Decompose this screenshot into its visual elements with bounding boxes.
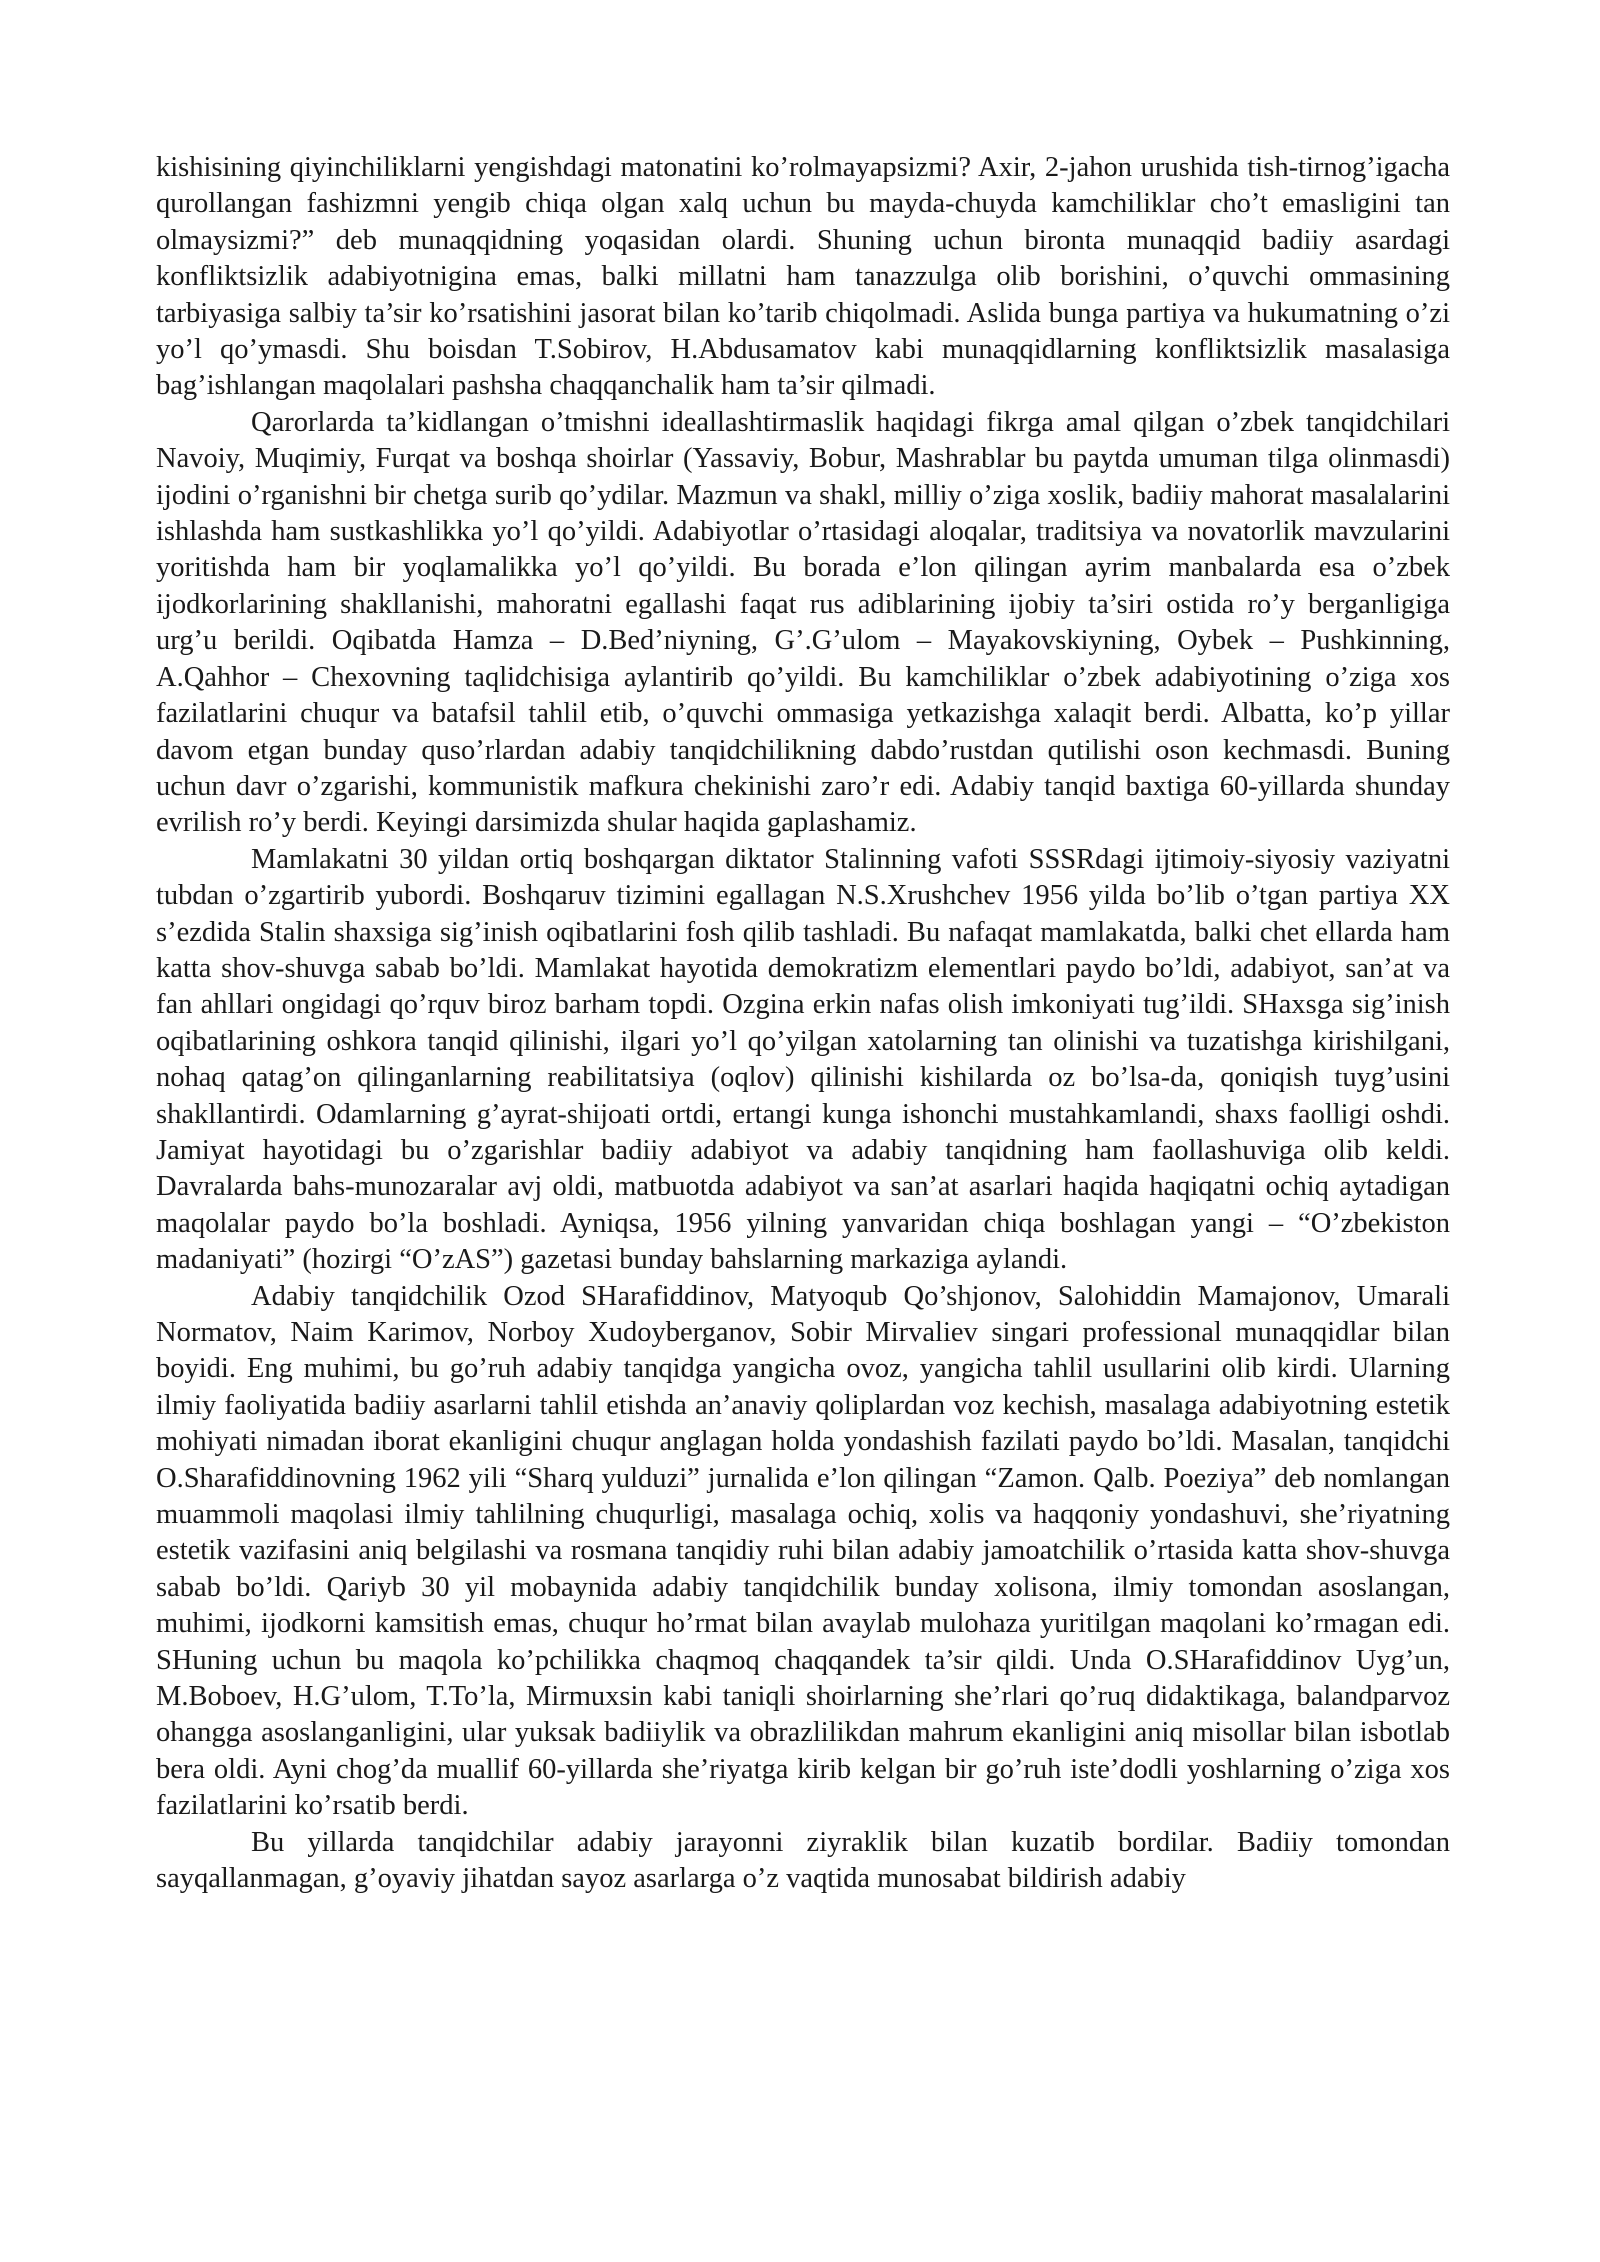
paragraph: Mamlakatni 30 yildan ortiq boshqargan diktator Stalinning vafoti SSSRdagi ijtimoiy-siyosiy vaziyatni tubdan o’zgartirib yubordi. Boshqaruv tizimini egallagan N.S.Xrushchev 1956 yilda bo’lib o’tgan partiya XX s’ezdida Stalin shaxsiga sig’inish oqibatlarini fosh qilib tashladi. Bu nafaqat mamlakatda, balki chet ellarda ham katta shov-shuvga sabab bo’ldi. Mamlakat hayotida demokratizm elementlari paydo bo’ldi, adabiyot, san’at va fan ahllari ongidagi qo’rquv biroz barham topdi. Ozgina erkin nafas olish imkoniyati tug’ildi. SHaxsga sig’inish oqibatlarining oshkora tanqid qilinishi, ilgari yo’l qo’yilgan xatolarning tan olinishi va tuzatishga kirishilgani, nohaq qatag’on qilinganlarning reabilitatsiya (oqlov) qilinishi kishilarda oz bo’lsa-da, qoniqish tuyg’usini shakllantirdi. Odamlarning g’ayrat-shijoati ortdi, ertangi kunga ishonchi mustahkamlandi, shaxs faolligi oshdi. Jamiyat hayotidagi bu o’zgarishlar badiiy adabiyot va adabiy tanqidning ham faollashuviga olib keldi. Davralarda bahs-munozaralar avj oldi, matbuotda adabiyot va san’at asarlari haqida haqiqatni ochiq aytadigan maqolalar paydo bo’la boshladi. Ayniqsa, 1956 yilning yanvaridan chiqa boshlagan yangi – “O’zbekiston madaniyati” (hozirgi “O’zAS”) gazetasi bunday bahslarning markaziga aylandi.: [156, 843, 1450, 1276]
document-page: [156, 150, 1450, 1898]
paragraph: Adabiy tanqidchilik Ozod SHarafiddinov, Matyoqub Qo’shjonov, Salohiddin Mamajonov, Umarali Normatov, Naim Karimov, Norboy Xudoyberganov, Sobir Mirvaliev singari professional munaqqidlar bilan boyidi. Eng muhimi, bu go’ruh adabiy tanqidga yangicha ovoz, yangicha tahlil usullarini olib kirdi. Ularning ilmiy faoliyatida badiiy asarlarni tahlil etishda an’anaviy qoliplardan voz kechish, masalaga adabiyotning estetik mohiyati nimadan iborat ekanligini chuqur anglagan holda yondashish fazilati paydo bo’ldi. Masalan, tanqidchi O.Sharafiddinovning 1962 yili “Sharq yulduzi” jurnalida e’lon qilingan “Zamon. Qalb. Poeziya” deb nomlangan muammoli maqolasi ilmiy tahlilning chuqurligi, masalaga ochiq, xolis va haqqoniy yondashuvi, she’riyatning estetik vazifasini aniq belgilashi va rosmana tanqidiy ruhi bilan adabiy jamoatchilik o’rtasida katta shov-shuvga sabab bo’ldi. Qariyb 30 yil mobaynida adabiy tanqidchilik bunday xolisona, ilmiy tomondan asoslangan, muhimi, ijodkorni kamsitish emas, chuqur ho’rmat bilan avaylab mulohaza yuritilgan maqolani ko’rmagan edi. SHuning uchun bu maqola ko’pchilikka chaqmoq chaqqandek ta’sir qildi. Unda O.SHarafiddinov Uyg’un, M.Boboev, H.G’ulom, T.To’la, Mirmuxsin kabi taniqli shoirlarning she’rlari qo’ruq didaktikaga, balandparvoz ohangga asoslanganligini, ular yuksak badiiylik va obrazlilikdan mahrum ekanligini aniq misollar bilan isbotlab bera oldi. Ayni chog’da muallif 60-yillarda she’riyatga kirib kelgan bir go’ruh iste’dodli yoshlarning o’ziga xos fazilatlarini ko’rsatib berdi.: [156, 1280, 1450, 1822]
paragraph-continued: kishisining qiyinchiliklarni yengishdagi matonatini ko’rolmayapsizmi? Axir, 2-jahon urushida tish-tirnog’igacha qurollangan fashizmni yengib chiqa olgan xalq uchun bu mayda-chuyda kamchiliklar cho’t emasligini tan olmaysizmi?” deb munaqqidning yoqasidan olardi. Shuning uchun bironta munaqqid badiiy asardagi konfliktsizlik adabiyotnigina emas, balki millatni ham tanazzulga olib borishini, o’quvchi ommasining tarbiyasiga salbiy ta’sir ko’rsatishini jasorat bilan ko’tarib chiqolmadi. Aslida bunga partiya va hukumatning o’zi yo’l qo’ymasdi. Shu boisdan T.Sobirov, H.Abdusamatov kabi munaqqidlarning konfliktsizlik masalasiga bag’ishlangan maqolalari pashsha chaqqanchalik ham ta’sir qilmadi.: [156, 152, 1450, 402]
paragraph: Bu yillarda tanqidchilar adabiy jarayonni ziyraklik bilan kuzatib bordilar. Badiiy tomondan sayqallanmagan, g’oyaviy jihatdan sayoz asarlarga o’z vaqtida munosabat bildirish adabiy: [156, 1826, 1450, 1895]
paragraph: Qarorlarda ta’kidlangan o’tmishni ideallashtirmaslik haqidagi fikrga amal qilgan o’zbek tanqidchilari Navoiy, Muqimiy, Furqat va boshqa shoirlar (Yassaviy, Bobur, Mashrablar bu paytda umuman tilga olinmasdi) ijodini o’rganishni bir chetga surib qo’ydilar. Mazmun va shakl, milliy o’ziga xoslik, badiiy mahorat masalalarini ishlashda ham sustkashlikka yo’l qo’yildi. Adabiyotlar o’rtasidagi aloqalar, traditsiya va novatorlik mavzularini yoritishda ham bir yoqlamalikka yo’l qo’yildi. Bu borada e’lon qilingan ayrim manbalarda esa o’zbek ijodkorlarining shakllanishi, mahoratni egallashi faqat rus adiblarining ijobiy ta’siri ostida ro’y berganligiga urg’u berildi. Oqibatda Hamza – D.Bed’niyning, G’.G’ulom – Mayakovskiyning, Oybek – Pushkinning, A.Qahhor – Chexovning taqlidchisiga aylantirib qo’yildi. Bu kamchiliklar o’zbek adabiyotining o’ziga xos fazilatlarini chuqur va batafsil tahlil etib, o’quvchi ommasiga yetkazishga xalaqit berdi. Albatta, ko’p yillar davom etgan bunday quso’rlardan adabiy tanqidchilikning dabdo’rustdan qutilishi oson kechmasdi. Buning uchun davr o’zgarishi, kommunistik mafkura chekinishi zaro’r edi. Adabiy tanqid baxtiga 60-yillarda shunday evrilish ro’y berdi. Keyingi darsimizda shular haqida gaplashamiz.: [156, 406, 1450, 839]
